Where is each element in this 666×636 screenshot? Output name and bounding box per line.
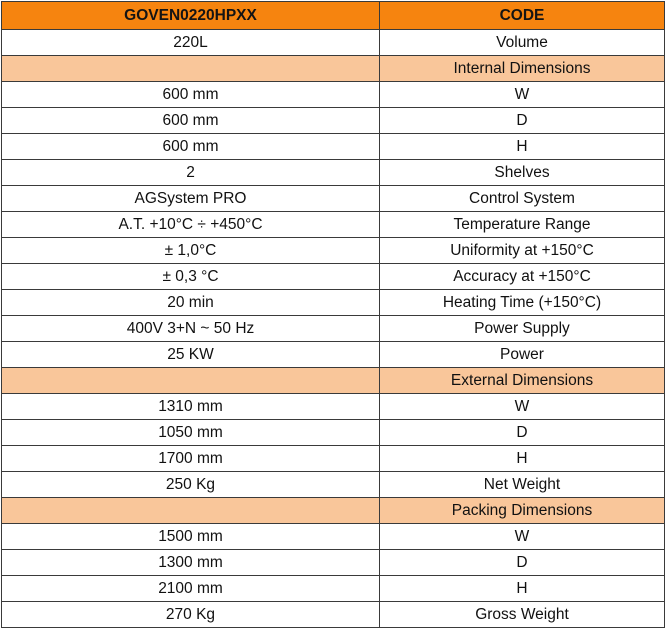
value-cell: ± 1,0°C xyxy=(2,238,380,264)
label-cell: D xyxy=(380,420,665,446)
table-row xyxy=(2,160,665,186)
value-cell: ± 0,3 °C xyxy=(2,264,380,290)
table-row xyxy=(2,576,665,602)
label-cell: Volume xyxy=(380,30,665,56)
table-row xyxy=(2,264,665,290)
label-cell: W xyxy=(380,524,665,550)
label-cell: Power xyxy=(380,342,665,368)
value-cell: 1700 mm xyxy=(2,446,380,472)
value-cell xyxy=(2,56,380,82)
label-cell: D xyxy=(380,550,665,576)
value-cell: 20 min xyxy=(2,290,380,316)
section-label-cell: External Dimensions xyxy=(380,368,665,394)
table-row xyxy=(2,82,665,108)
label-cell: Gross Weight xyxy=(380,602,665,628)
label-cell: Heating Time (+150°C) xyxy=(380,290,665,316)
value-cell: 220L xyxy=(2,30,380,56)
value-cell: 2100 mm xyxy=(2,576,380,602)
section-row xyxy=(2,498,665,524)
label-cell: Control System xyxy=(380,186,665,212)
table-row xyxy=(2,446,665,472)
label-cell: D xyxy=(380,108,665,134)
label-cell: Shelves xyxy=(380,160,665,186)
model-header-cell: GOVEN0220HPXX xyxy=(2,2,380,30)
label-cell: H xyxy=(380,134,665,160)
table-row xyxy=(2,134,665,160)
table-row xyxy=(2,472,665,498)
table-row xyxy=(2,342,665,368)
value-cell: AGSystem PRO xyxy=(2,186,380,212)
table-row xyxy=(2,186,665,212)
table-row xyxy=(2,602,665,628)
code-header-cell: CODE xyxy=(380,2,665,30)
label-cell: H xyxy=(380,576,665,602)
table-row xyxy=(2,316,665,342)
table-row xyxy=(2,420,665,446)
label-cell: Power Supply xyxy=(380,316,665,342)
value-cell xyxy=(2,498,380,524)
table-row xyxy=(2,238,665,264)
label-cell: W xyxy=(380,394,665,420)
value-cell: 25 KW xyxy=(2,342,380,368)
value-cell: 1300 mm xyxy=(2,550,380,576)
table-row xyxy=(2,550,665,576)
value-cell: 600 mm xyxy=(2,108,380,134)
table-row xyxy=(2,30,665,56)
value-cell: 600 mm xyxy=(2,134,380,160)
spec-table xyxy=(1,1,665,628)
value-cell: A.T. +10°C ÷ +450°C xyxy=(2,212,380,238)
value-cell xyxy=(2,368,380,394)
table-row xyxy=(2,212,665,238)
value-cell: 270 Kg xyxy=(2,602,380,628)
spec-table-body xyxy=(2,2,665,628)
table-row xyxy=(2,108,665,134)
label-cell: Accuracy at +150°C xyxy=(380,264,665,290)
value-cell: 1500 mm xyxy=(2,524,380,550)
table-row xyxy=(2,290,665,316)
label-cell: Net Weight xyxy=(380,472,665,498)
label-cell: W xyxy=(380,82,665,108)
table-row xyxy=(2,394,665,420)
table-header-row xyxy=(2,2,665,30)
section-label-cell: Packing Dimensions xyxy=(380,498,665,524)
value-cell: 400V 3+N ~ 50 Hz xyxy=(2,316,380,342)
section-label-cell: Internal Dimensions xyxy=(380,56,665,82)
value-cell: 1310 mm xyxy=(2,394,380,420)
label-cell: Uniformity at +150°C xyxy=(380,238,665,264)
value-cell: 250 Kg xyxy=(2,472,380,498)
label-cell: Temperature Range xyxy=(380,212,665,238)
value-cell: 2 xyxy=(2,160,380,186)
label-cell: H xyxy=(380,446,665,472)
section-row xyxy=(2,368,665,394)
value-cell: 1050 mm xyxy=(2,420,380,446)
value-cell: 600 mm xyxy=(2,82,380,108)
table-row xyxy=(2,524,665,550)
section-row xyxy=(2,56,665,82)
